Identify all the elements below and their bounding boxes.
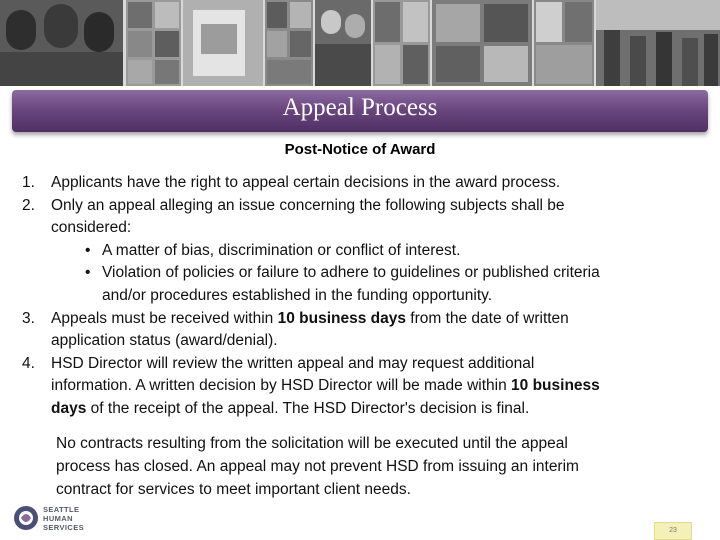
list-item-4 bbox=[22, 353, 702, 421]
item-number: 2. bbox=[22, 196, 35, 214]
photo-banner bbox=[0, 0, 720, 86]
bullet-marker: • bbox=[85, 264, 91, 282]
bullet-text: A matter of bias, discrimination or conflict of interest. bbox=[102, 241, 461, 259]
photo-crowd bbox=[596, 0, 720, 86]
photo-grid-c bbox=[373, 0, 430, 86]
logo-emblem-icon bbox=[12, 504, 40, 532]
note-line: contract for services to meet important client needs. bbox=[56, 481, 411, 498]
text-run: information. A written decision by HSD Director will be made within bbox=[51, 377, 512, 395]
bullet-item-2 bbox=[22, 262, 702, 307]
photo-poster bbox=[183, 0, 263, 86]
photo-grid-a bbox=[126, 0, 181, 86]
text-run: Appeals must be received within bbox=[51, 309, 278, 327]
text-run: from the date of written bbox=[405, 309, 569, 327]
photo-seniors bbox=[315, 0, 371, 86]
bold-text: 10 business bbox=[511, 377, 600, 395]
page-title: Appeal Process bbox=[282, 94, 438, 121]
item-text bbox=[51, 375, 702, 398]
page-number: 23 bbox=[654, 522, 692, 540]
note-line: No contracts resulting from the solicitation will be executed until the appeal bbox=[56, 435, 568, 452]
appeal-list bbox=[22, 172, 702, 421]
text-run: of the receipt of the appeal. The HSD Director's decision is final. bbox=[86, 399, 530, 417]
list-item-2 bbox=[22, 195, 702, 240]
photo-family bbox=[0, 0, 123, 86]
bold-text: days bbox=[51, 399, 87, 417]
photo-grid-d bbox=[534, 0, 594, 86]
page-subtitle: Post-Notice of Award bbox=[284, 141, 436, 158]
logo-line: SERVICES bbox=[43, 523, 84, 532]
item-number: 3. bbox=[22, 309, 35, 327]
photo-group bbox=[432, 0, 532, 86]
note-paragraph bbox=[56, 432, 696, 501]
bold-text: 10 business days bbox=[277, 309, 406, 327]
item-text: HSD Director will review the written appeal and may request additional bbox=[51, 354, 535, 372]
item-text: Applicants have the right to appeal certain decisions in the award process. bbox=[51, 174, 561, 191]
logo-line: SEATTLE bbox=[43, 505, 80, 514]
logo-line: HUMAN bbox=[43, 514, 73, 523]
title-bar bbox=[12, 90, 708, 132]
bullet-marker: • bbox=[85, 241, 91, 259]
item-text bbox=[51, 398, 702, 421]
bullet-text: and/or procedures established in the funding opportunity. bbox=[102, 286, 493, 304]
item-text: application status (award/denial). bbox=[51, 332, 278, 350]
note-line: process has closed. An appeal may not prevent HSD from issuing an interim bbox=[56, 458, 579, 475]
item-text bbox=[51, 308, 702, 331]
list-item-1 bbox=[22, 172, 702, 195]
list-item-3 bbox=[22, 308, 702, 353]
bullet-text: Violation of policies or failure to adhere to guidelines or published criteria bbox=[102, 264, 600, 282]
item-number: 1. bbox=[22, 174, 35, 191]
item-text: considered: bbox=[51, 219, 132, 237]
logo-text bbox=[43, 505, 84, 532]
photo-grid-b bbox=[265, 0, 313, 86]
bullet-item-1 bbox=[22, 240, 702, 263]
seattle-human-services-logo bbox=[12, 504, 132, 534]
item-text: Only an appeal alleging an issue concerning the following subjects shall be bbox=[51, 196, 565, 214]
item-number: 4. bbox=[22, 354, 35, 372]
